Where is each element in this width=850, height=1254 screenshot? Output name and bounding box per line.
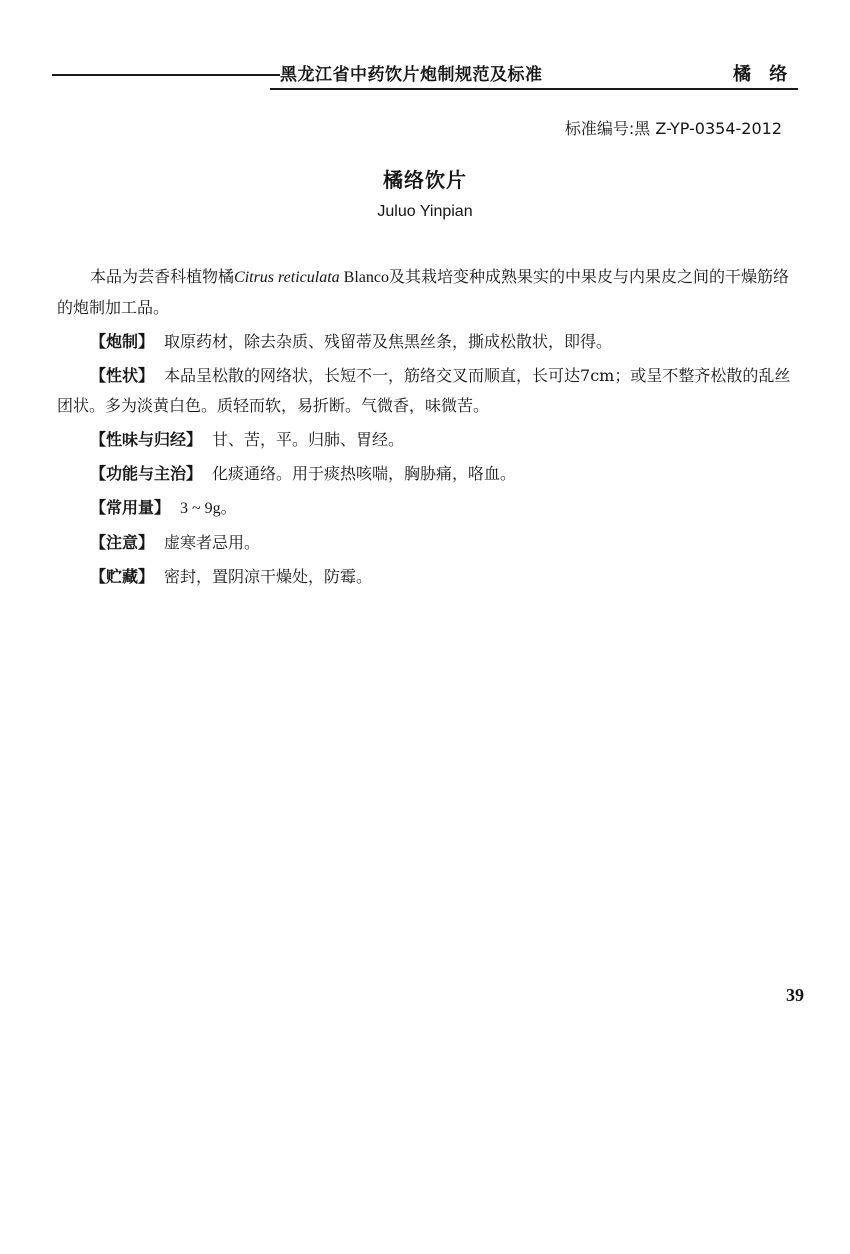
section-processing [57, 327, 797, 357]
section-text: 化痰通络。用于痰热咳喘，胸胁痛，咯血。 [212, 464, 517, 483]
header-rule [270, 88, 798, 90]
intro-text-part1: 本品为芸香科植物橘 [90, 267, 235, 286]
standard-number: 标准编号:黑 Z-YP-0354-2012 [564, 119, 782, 138]
section-label: 【性状】 [90, 366, 155, 385]
section-description [57, 361, 797, 421]
section-text: 虚寒者忌用。 [164, 533, 261, 552]
species-author: Blanco [339, 269, 389, 286]
section-text: 3 ~ 9g。 [180, 500, 237, 517]
header-rule-left [52, 74, 280, 76]
running-header-title: 黑龙江省中药饮片炮制规范及标准 [280, 65, 543, 85]
section-text: 甘、苦，平。归肺、胃经。 [212, 430, 405, 449]
section-dosage [57, 493, 797, 524]
section-label: 【贮藏】 [90, 567, 155, 586]
section-label: 【性味与归经】 [90, 430, 203, 449]
section-label: 【炮制】 [90, 332, 155, 351]
monograph-body [57, 262, 797, 592]
section-text: 取原药材，除去杂质、残留蒂及焦黑丝条，撕成松散状，即得。 [164, 332, 613, 351]
latin-binomial: Citrus reticulata [234, 269, 340, 286]
section-label: 【注意】 [90, 533, 155, 552]
section-function-indication [57, 459, 797, 489]
intro-paragraph [57, 262, 797, 323]
page-number: 39 [786, 985, 804, 1005]
pinyin-title: Juluo Yinpian [377, 203, 473, 220]
section-label: 【功能与主治】 [90, 464, 203, 483]
section-text: 密封，置阴凉干燥处，防霉。 [164, 567, 373, 586]
section-storage [57, 562, 797, 592]
section-label: 【常用量】 [90, 498, 171, 517]
section-text: 本品呈松散的网络状，长短不一，筋络交叉而顺直，长可达7cm；或呈不整齐松散的乱丝团状。多为淡黄白色。质轻而软，易折断。气微香，味微苦。 [57, 366, 791, 415]
section-nature-meridian [57, 425, 797, 455]
section-caution [57, 528, 797, 558]
page-title: 橘络饮片 [383, 168, 467, 192]
intro-text-part2: 及其栽培变种成熟果实的中果皮与内果皮之间的干燥筋络的炮制加工品。 [57, 267, 789, 317]
running-header-entry: 橘 络 [733, 64, 794, 85]
